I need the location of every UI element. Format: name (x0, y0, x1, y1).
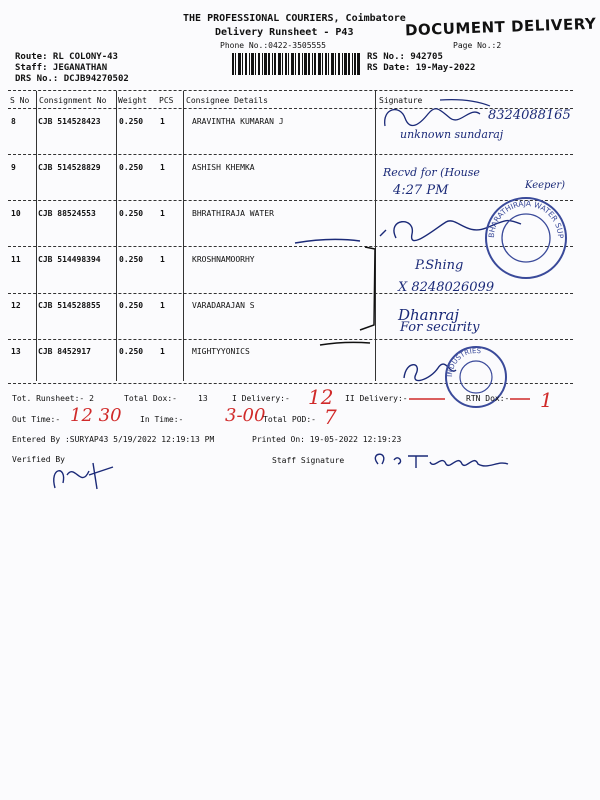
rtn-dox-dash (508, 396, 532, 402)
handwritten-phone-row8: 8324088165 (488, 108, 571, 123)
total-pod-value: 7 (324, 405, 337, 429)
handwritten-note-row9: Recvd for (House (383, 166, 480, 179)
row-pcs: 1 (160, 163, 165, 172)
col-divider (183, 91, 184, 381)
phone-number: Phone No.:0422-3505555 (220, 41, 326, 50)
handwritten-note-row8: unknown sundaraj (400, 128, 504, 141)
row-consignment: CJB 514528423 (38, 117, 101, 126)
drs-number: DRS No.: DCJB94270502 (15, 74, 129, 84)
row-weight: 0.250 (119, 255, 144, 264)
table-top-line (8, 90, 573, 91)
printed-on: Printed On: 19-05-2022 12:19:23 (252, 435, 402, 444)
handwritten-time-row9: 4:27 PM (393, 183, 449, 198)
header-consignee: Consignee Details (186, 96, 268, 105)
row-weight: 0.250 (119, 163, 144, 172)
row-sno: 12 (11, 301, 21, 310)
row-consignee: KROSHNAMOORHY (192, 255, 255, 264)
row-pcs: 1 (160, 301, 165, 310)
out-time-label: Out Time:- (12, 415, 61, 424)
document-delivery-stamp: DOCUMENT DELIVERY (404, 14, 597, 40)
row-sno: 10 (11, 209, 21, 218)
row-weight: 0.250 (119, 347, 144, 356)
ii-delivery-label: II Delivery:- (345, 394, 408, 403)
row-pcs: 1 (160, 117, 165, 126)
row-sno: 8 (11, 117, 16, 126)
row-consignment: CJB 514528829 (38, 163, 101, 172)
in-time-label: In Time:- (140, 415, 184, 424)
handwritten-bracket (290, 235, 390, 355)
rs-number: RS No.: 942705 (367, 52, 443, 62)
row-weight: 0.250 (119, 301, 144, 310)
bharathiraja-stamp (484, 196, 568, 280)
verified-by-label: Verified By (12, 455, 65, 464)
company-name: THE PROFESSIONAL COURIERS, Coimbatore (183, 13, 406, 24)
entered-by: Entered By :SURYAP43 5/19/2022 12:19:13 PM (12, 435, 215, 444)
row-weight: 0.250 (119, 117, 144, 126)
col-divider (116, 91, 117, 381)
row-consignment: CJB 8452917 (38, 347, 91, 356)
handwritten-name-row11: P.Shing (415, 258, 464, 273)
row-consignee: MIGHTYYONICS (192, 347, 250, 356)
staff: Staff: JEGANATHAN (15, 63, 108, 73)
tot-runsheet: Tot. Runsheet:- 2 (12, 394, 94, 403)
header-weight: Weight (118, 96, 147, 105)
handwritten-note-row9b: Keeper) (525, 180, 566, 191)
row-consignee: BHRATHIRAJA WATER (192, 209, 274, 218)
svg-text:INDUSTRIES: INDUSTRIES (445, 346, 482, 378)
row-sno: 13 (11, 347, 21, 356)
barcode (232, 53, 360, 75)
staff-signature (368, 446, 553, 474)
row-consignment: CJB 514498394 (38, 255, 101, 264)
row-pcs: 1 (160, 209, 165, 218)
route: Route: RL COLONY-43 (15, 52, 118, 62)
header-pcs: PCS (159, 96, 174, 105)
row-pcs: 1 (160, 347, 165, 356)
col-divider (36, 91, 37, 381)
header-consignment: Consignment No (39, 96, 107, 105)
row-consignment: CJB 88524553 (38, 209, 96, 218)
row-separator (8, 154, 573, 155)
ii-delivery-dash (407, 396, 447, 402)
rs-date: RS Date: 19-May-2022 (367, 63, 476, 73)
barcode-graphic (232, 53, 360, 75)
handwritten-phone-row11: X 8248026099 (398, 280, 495, 295)
row-sno: 9 (11, 163, 16, 172)
row-consignee: ARAVINTHA KUMARAN J (192, 117, 284, 126)
runsheet-title: Delivery Runsheet - P43 (215, 27, 354, 38)
i-delivery-value: 12 (308, 385, 334, 409)
total-dox-label: Total Dox:- (124, 394, 177, 403)
verified-signature (45, 453, 120, 498)
row-weight: 0.250 (119, 209, 144, 218)
staff-signature-label: Staff Signature (272, 456, 345, 465)
page-number: Page No.:2 (453, 41, 502, 50)
rtn-dox-label: RTN Dox:- (466, 394, 510, 403)
header-sno: S No (10, 96, 30, 105)
handwritten-name-row12: Dhanraj (398, 306, 460, 324)
row-consignee: ASHISH KHEMKA (192, 163, 255, 172)
row-sno: 11 (11, 255, 21, 264)
rtn-dox-value: 1 (540, 388, 553, 412)
row-consignment: CJB 514528855 (38, 301, 101, 310)
header-signature: Signature (379, 96, 423, 105)
total-pod-label: Total POD:- (263, 415, 316, 424)
i-delivery-label: I Delivery:- (232, 394, 290, 403)
total-dox-value: 13 (198, 394, 208, 403)
handwritten-note-row12: For security (400, 320, 480, 335)
row-consignee: VARADARAJAN S (192, 301, 255, 310)
row-pcs: 1 (160, 255, 165, 264)
svg-text:BHARATHIRAJA WATER SUPPLIERS: BHARATHIRAJA WATER SUP (486, 198, 566, 239)
in-time-value: 3-00 (225, 405, 266, 426)
out-time-value: 12 30 (70, 405, 122, 426)
